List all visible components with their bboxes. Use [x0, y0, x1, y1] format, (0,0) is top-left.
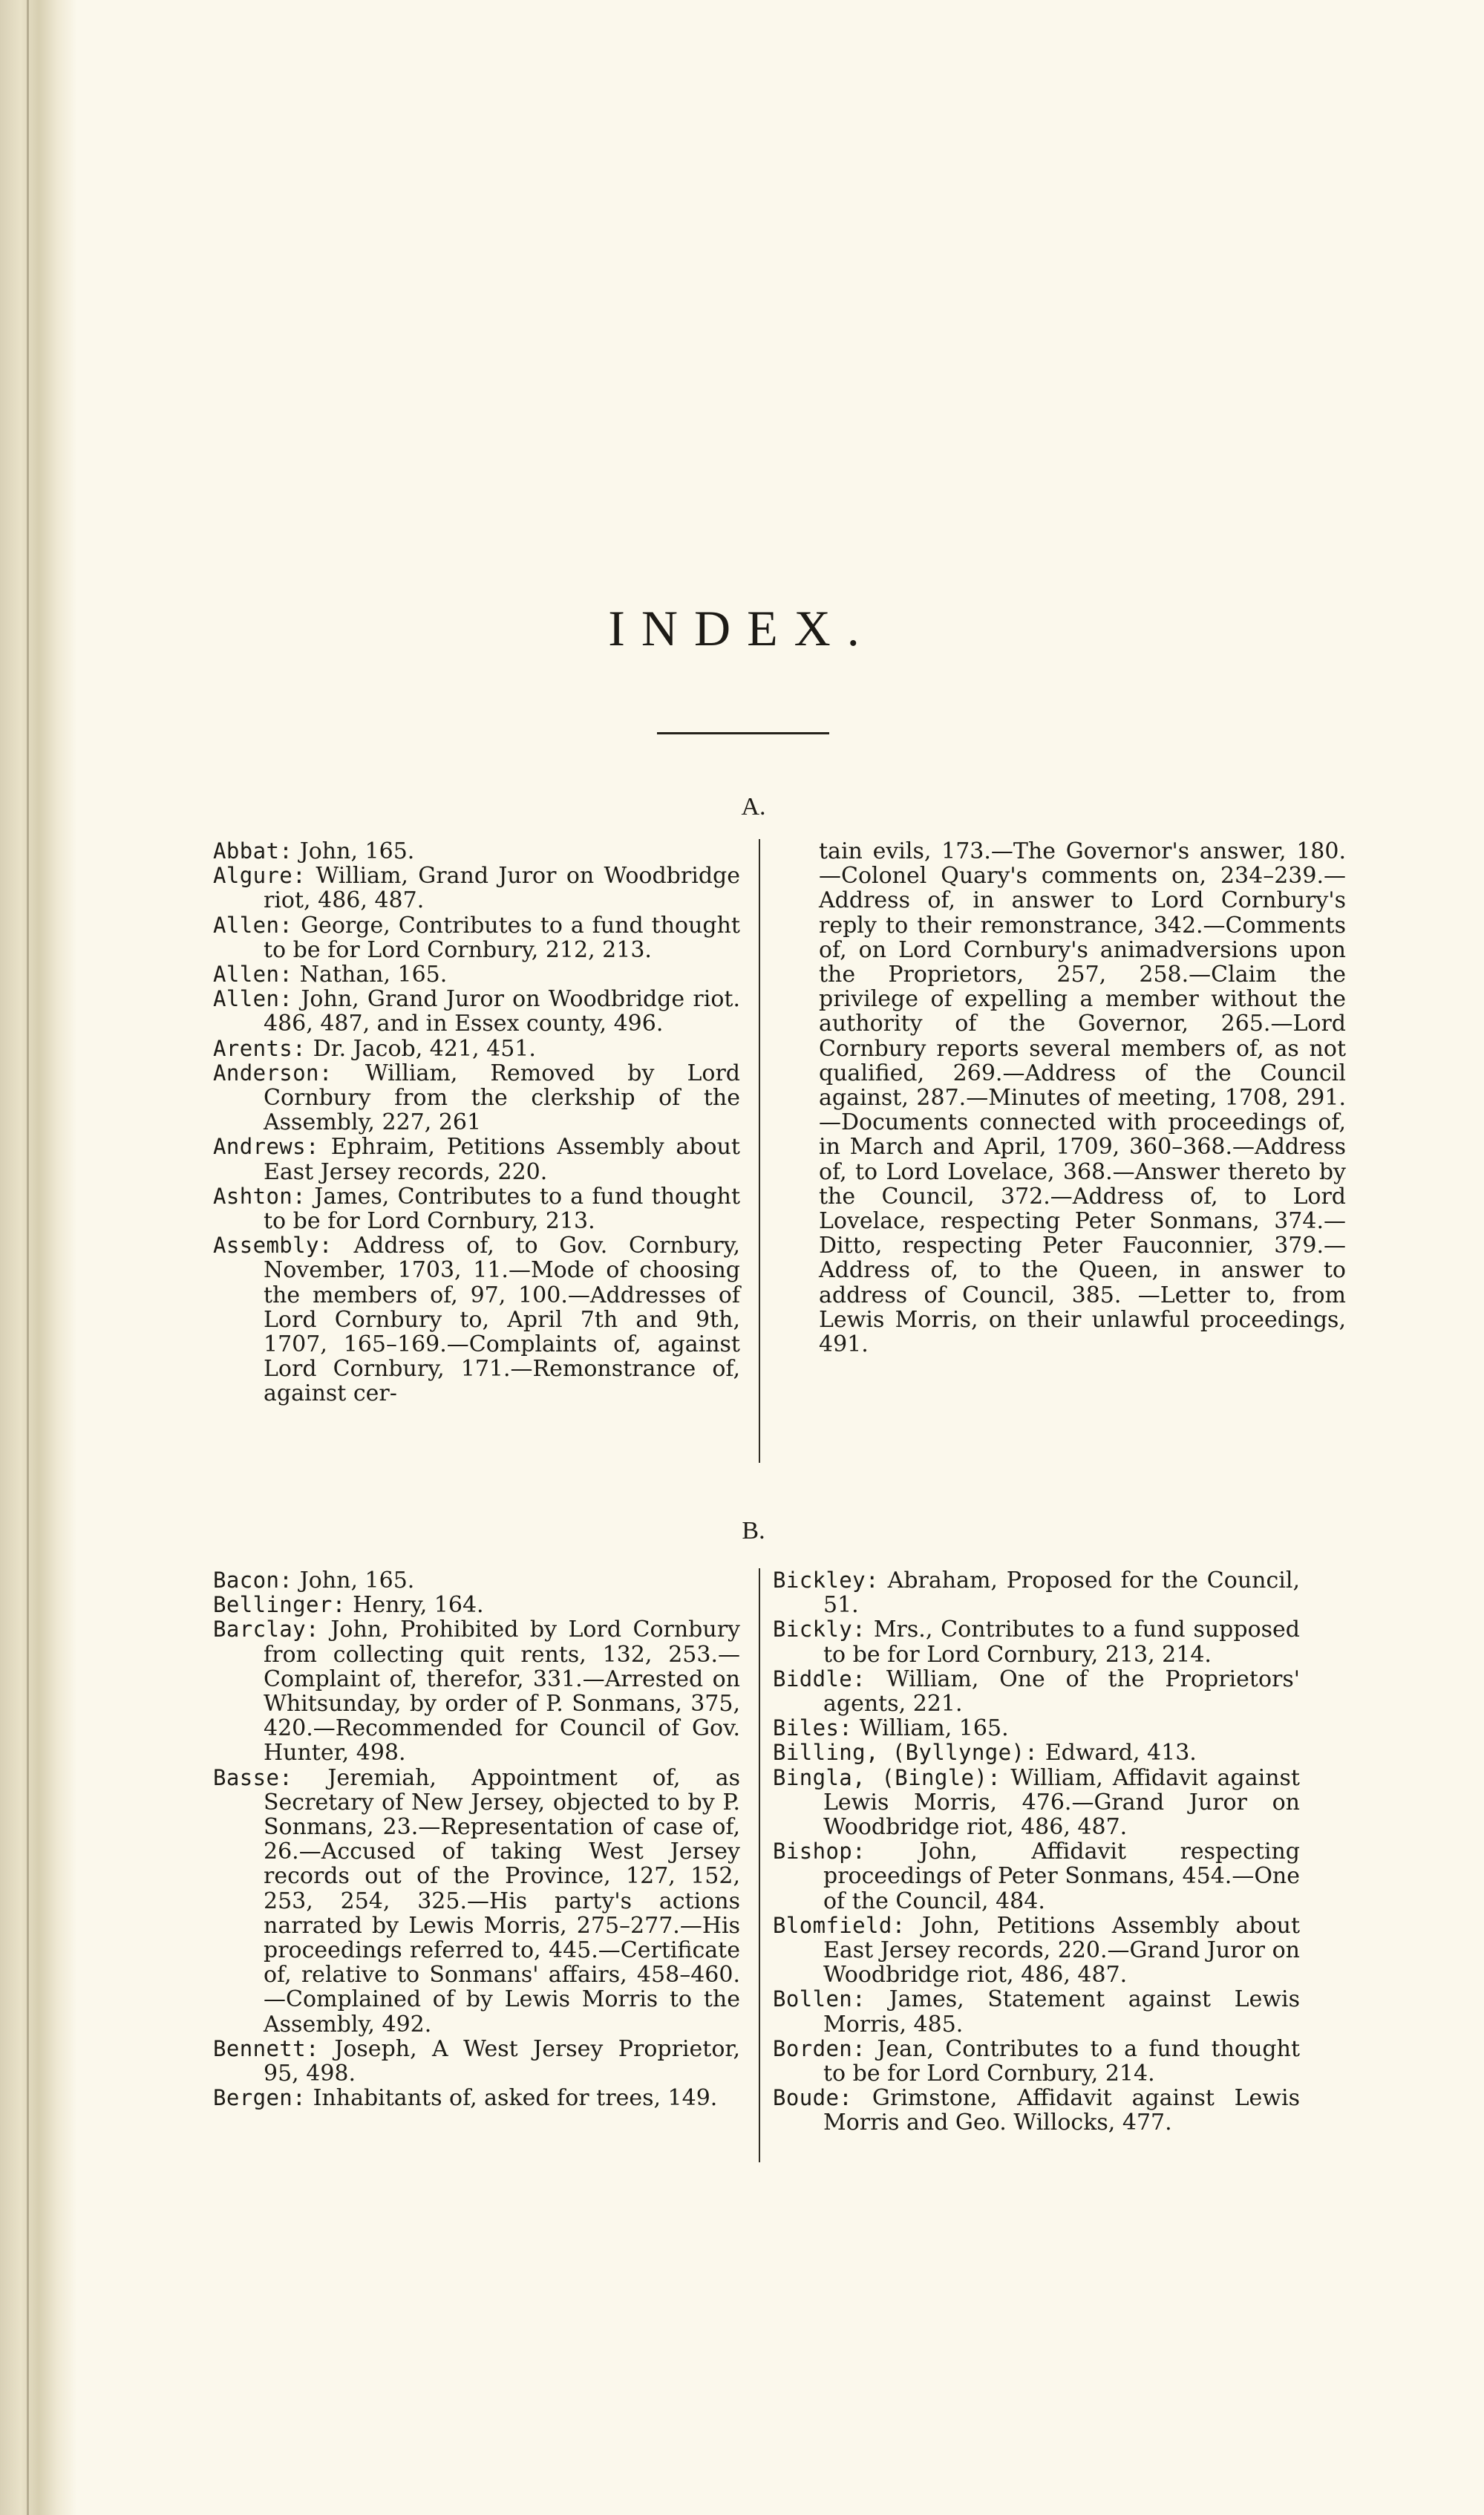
index-entry: [213, 864, 740, 913]
section-a-left-column: [213, 839, 740, 1406]
index-entry: [773, 2086, 1300, 2135]
entry-head: Allen:: [213, 912, 293, 938]
entry-head: Blomfield:: [773, 1912, 906, 1938]
entry-text: William, One of the Proprietors' agents, 221.: [823, 1666, 1300, 1718]
binding-line: [27, 0, 29, 2515]
entry-head: Biddle:: [773, 1666, 866, 1692]
entry-text: Jean, Contributes to a fund thought to be for Lord Cornbury, 214.: [823, 2035, 1300, 2087]
index-entry: [773, 1716, 1300, 1741]
entry-head: Bergen:: [213, 2085, 307, 2111]
entry-head: Biles:: [773, 1715, 853, 1741]
entry-head: Bickly:: [773, 1617, 866, 1643]
entry-head: Bennett:: [213, 2035, 319, 2061]
index-entry: [213, 1766, 740, 2037]
index-entry: [213, 839, 740, 864]
entry-head: Boude:: [773, 2085, 853, 2111]
entry-head: Allen:: [213, 986, 293, 1012]
index-entry: [213, 1568, 740, 1593]
section-heading-a: A.: [741, 793, 766, 821]
index-entry: [773, 2037, 1300, 2086]
index-entry: [213, 1135, 740, 1184]
entry-text: James, Contributes to a fund thought to be for Lord Cornbury, 213.: [264, 1183, 740, 1235]
index-entry: [213, 1184, 740, 1233]
index-entry: [773, 1914, 1300, 1988]
entry-text: Dr. Jacob, 421, 451.: [313, 1035, 536, 1062]
binding-shadow: [0, 0, 77, 2515]
entry-head: Billing, (Byllynge):: [773, 1740, 1039, 1766]
index-entry-continued: tain evils, 173.—The Governor's answer, 180.—Colonel Quary's comments on, 234–239.—Address of, in answer to Lord Cornbury's reply to their remonstrance, 342.—Comments of, on Lord Cornbury's animadversions upon the Proprietors, 257, 258.—Claim the privilege of expelling a member without the authority of the Governor, 265.—Lord Cornbury reports several members of, as not qualified, 269.—Address of the Council against, 287.—Minutes of meeting, 1708, 291.—Documents connected with proceedings of, in March and April, 1709, 360–368.—Address of, to Lord Lovelace, 368.—Answer thereto by the Council, 372.—Address of, to Lord Lovelace, respecting Peter Sonmans, 374.—Ditto, respecting Peter Fauconnier, 379.—Address of, to the Queen, in answer to address of Council, 385. —Letter to, from Lewis Morris, on their unlawful proceedings, 491.: [819, 838, 1346, 1358]
page-title: INDEX.: [608, 600, 876, 656]
index-entry: [773, 1987, 1300, 2036]
entry-text: William, Removed by Lord Cornbury from the clerkship of the Assembly, 227, 261: [264, 1060, 740, 1136]
index-entry: [213, 1617, 740, 1765]
index-entry: [773, 1839, 1300, 1914]
entry-head: Abbat:: [213, 838, 293, 864]
index-entry: [773, 1667, 1300, 1716]
index-entry: [213, 1233, 740, 1406]
entry-text: William, Grand Juror on Woodbridge riot, 486, 487.: [264, 863, 740, 914]
entry-head: Basse:: [213, 1764, 293, 1790]
entry-text: John, Prohibited by Lord Cornbury from collecting quit rents, 132, 253.—Complaint of, therefor, 331.—Arrested on Whitsunday, by order of P. Sonmans, 375, 420.—Recommended for Council of Gov. Hunter, 498.: [264, 1617, 740, 1767]
entry-text: Edward, 413.: [1045, 1740, 1197, 1767]
index-entry: [773, 1568, 1300, 1617]
entry-head: Anderson:: [213, 1060, 333, 1086]
section-a-right-column: [819, 839, 1346, 1357]
entry-head: Arents:: [213, 1035, 307, 1061]
entry-text: John, 165.: [299, 838, 415, 864]
entry-text: Address of, to Gov. Cornbury, November, 1703, 11.—Mode of choosing the members of, 97, 100.—Addresses of Lord Cornbury to, April 7th and 9th, 1707, 165–169.—Complaints of, against Lord Cornbury, 171.—Remonstrance of, against cer-: [264, 1233, 740, 1407]
entry-head: Borden:: [773, 2035, 866, 2061]
entry-head: Bishop:: [773, 1839, 866, 1865]
entry-head: Bingla, (Bingle):: [773, 1764, 1001, 1790]
index-entry: [213, 913, 740, 962]
entry-text: John, Affidavit respecting proceedings of Peter Sonmans, 454.—One of the Council, 484.: [823, 1839, 1300, 1914]
entry-head: Andrews:: [213, 1134, 319, 1160]
column-divider: [759, 839, 760, 1463]
entry-head: Bickley:: [773, 1568, 879, 1593]
entry-text: Mrs., Contributes to a fund supposed to be for Lord Cornbury, 213, 214.: [823, 1617, 1300, 1668]
entry-head: Algure:: [213, 863, 307, 889]
index-entry: [213, 2037, 740, 2086]
entry-text: Henry, 164.: [353, 1592, 484, 1619]
entry-text: Grimstone, Affidavit against Lewis Morris and Geo. Willocks, 477.: [823, 2085, 1300, 2136]
entry-text: Abraham, Proposed for the Council, 51.: [823, 1568, 1300, 1619]
entry-text: Inhabitants of, asked for trees, 149.: [313, 2085, 718, 2112]
entry-text: William, Affidavit against Lewis Morris, 476.—Grand Juror on Woodbridge riot, 486, 487.: [823, 1764, 1300, 1841]
entry-text: John, Petitions Assembly about East Jersey records, 220.—Grand Juror on Woodbridge riot, 486, 487.: [823, 1912, 1300, 1989]
title-rule: [657, 732, 829, 734]
entry-text: Jeremiah, Appointment of, as Secretary of New Jersey, objected to by P. Sonmans, 23.—Representation of case of, 26.—Accused of taking West Jersey records out of the Province, 127, 152, 253, 254, 325.—His party's actions narrated by Lewis Morris, 275–277.—His proceedings referred to, 445.—Certificate of, relative to Sonmans' affairs, 458–460. —Complained of by Lewis Morris to the Assembly, 492.: [264, 1764, 740, 2038]
index-entry: [213, 987, 740, 1036]
entry-head: Allen:: [213, 962, 293, 988]
entry-text: Ephraim, Petitions Assembly about East Jersey records, 220.: [264, 1134, 740, 1185]
section-b-right-column: [773, 1568, 1300, 2136]
section-heading-b: B.: [742, 1517, 765, 1544]
entry-head: Ashton:: [213, 1183, 307, 1209]
index-entry: [773, 1741, 1300, 1765]
entry-text: Nathan, 165.: [299, 962, 448, 988]
index-entry: [213, 1037, 740, 1061]
entry-head: Bollen:: [773, 1986, 866, 2012]
entry-head: Assembly:: [213, 1233, 333, 1259]
index-entry: [773, 1617, 1300, 1666]
entry-head: Bellinger:: [213, 1592, 346, 1618]
entry-head: Bacon:: [213, 1568, 293, 1593]
entry-text: James, Statement against Lewis Morris, 485.: [823, 1986, 1300, 2038]
entry-text: John, Grand Juror on Woodbridge riot. 486, 487, and in Essex county, 496.: [264, 986, 740, 1037]
entry-head: Barclay:: [213, 1617, 319, 1643]
entry-text: John, 165.: [299, 1568, 415, 1594]
index-entry: [213, 962, 740, 987]
entry-text: Joseph, A West Jersey Proprietor, 95, 498.: [264, 2035, 740, 2087]
index-entry: [213, 2086, 740, 2110]
column-divider: [759, 1568, 760, 2162]
entry-text: George, Contributes to a fund thought to be for Lord Cornbury, 212, 213.: [264, 912, 740, 963]
entry-text: William, 165.: [859, 1715, 1009, 1742]
section-b-left-column: [213, 1568, 740, 2110]
index-entry: [213, 1593, 740, 1617]
index-entry: [213, 1061, 740, 1135]
index-entry: [773, 1766, 1300, 1840]
